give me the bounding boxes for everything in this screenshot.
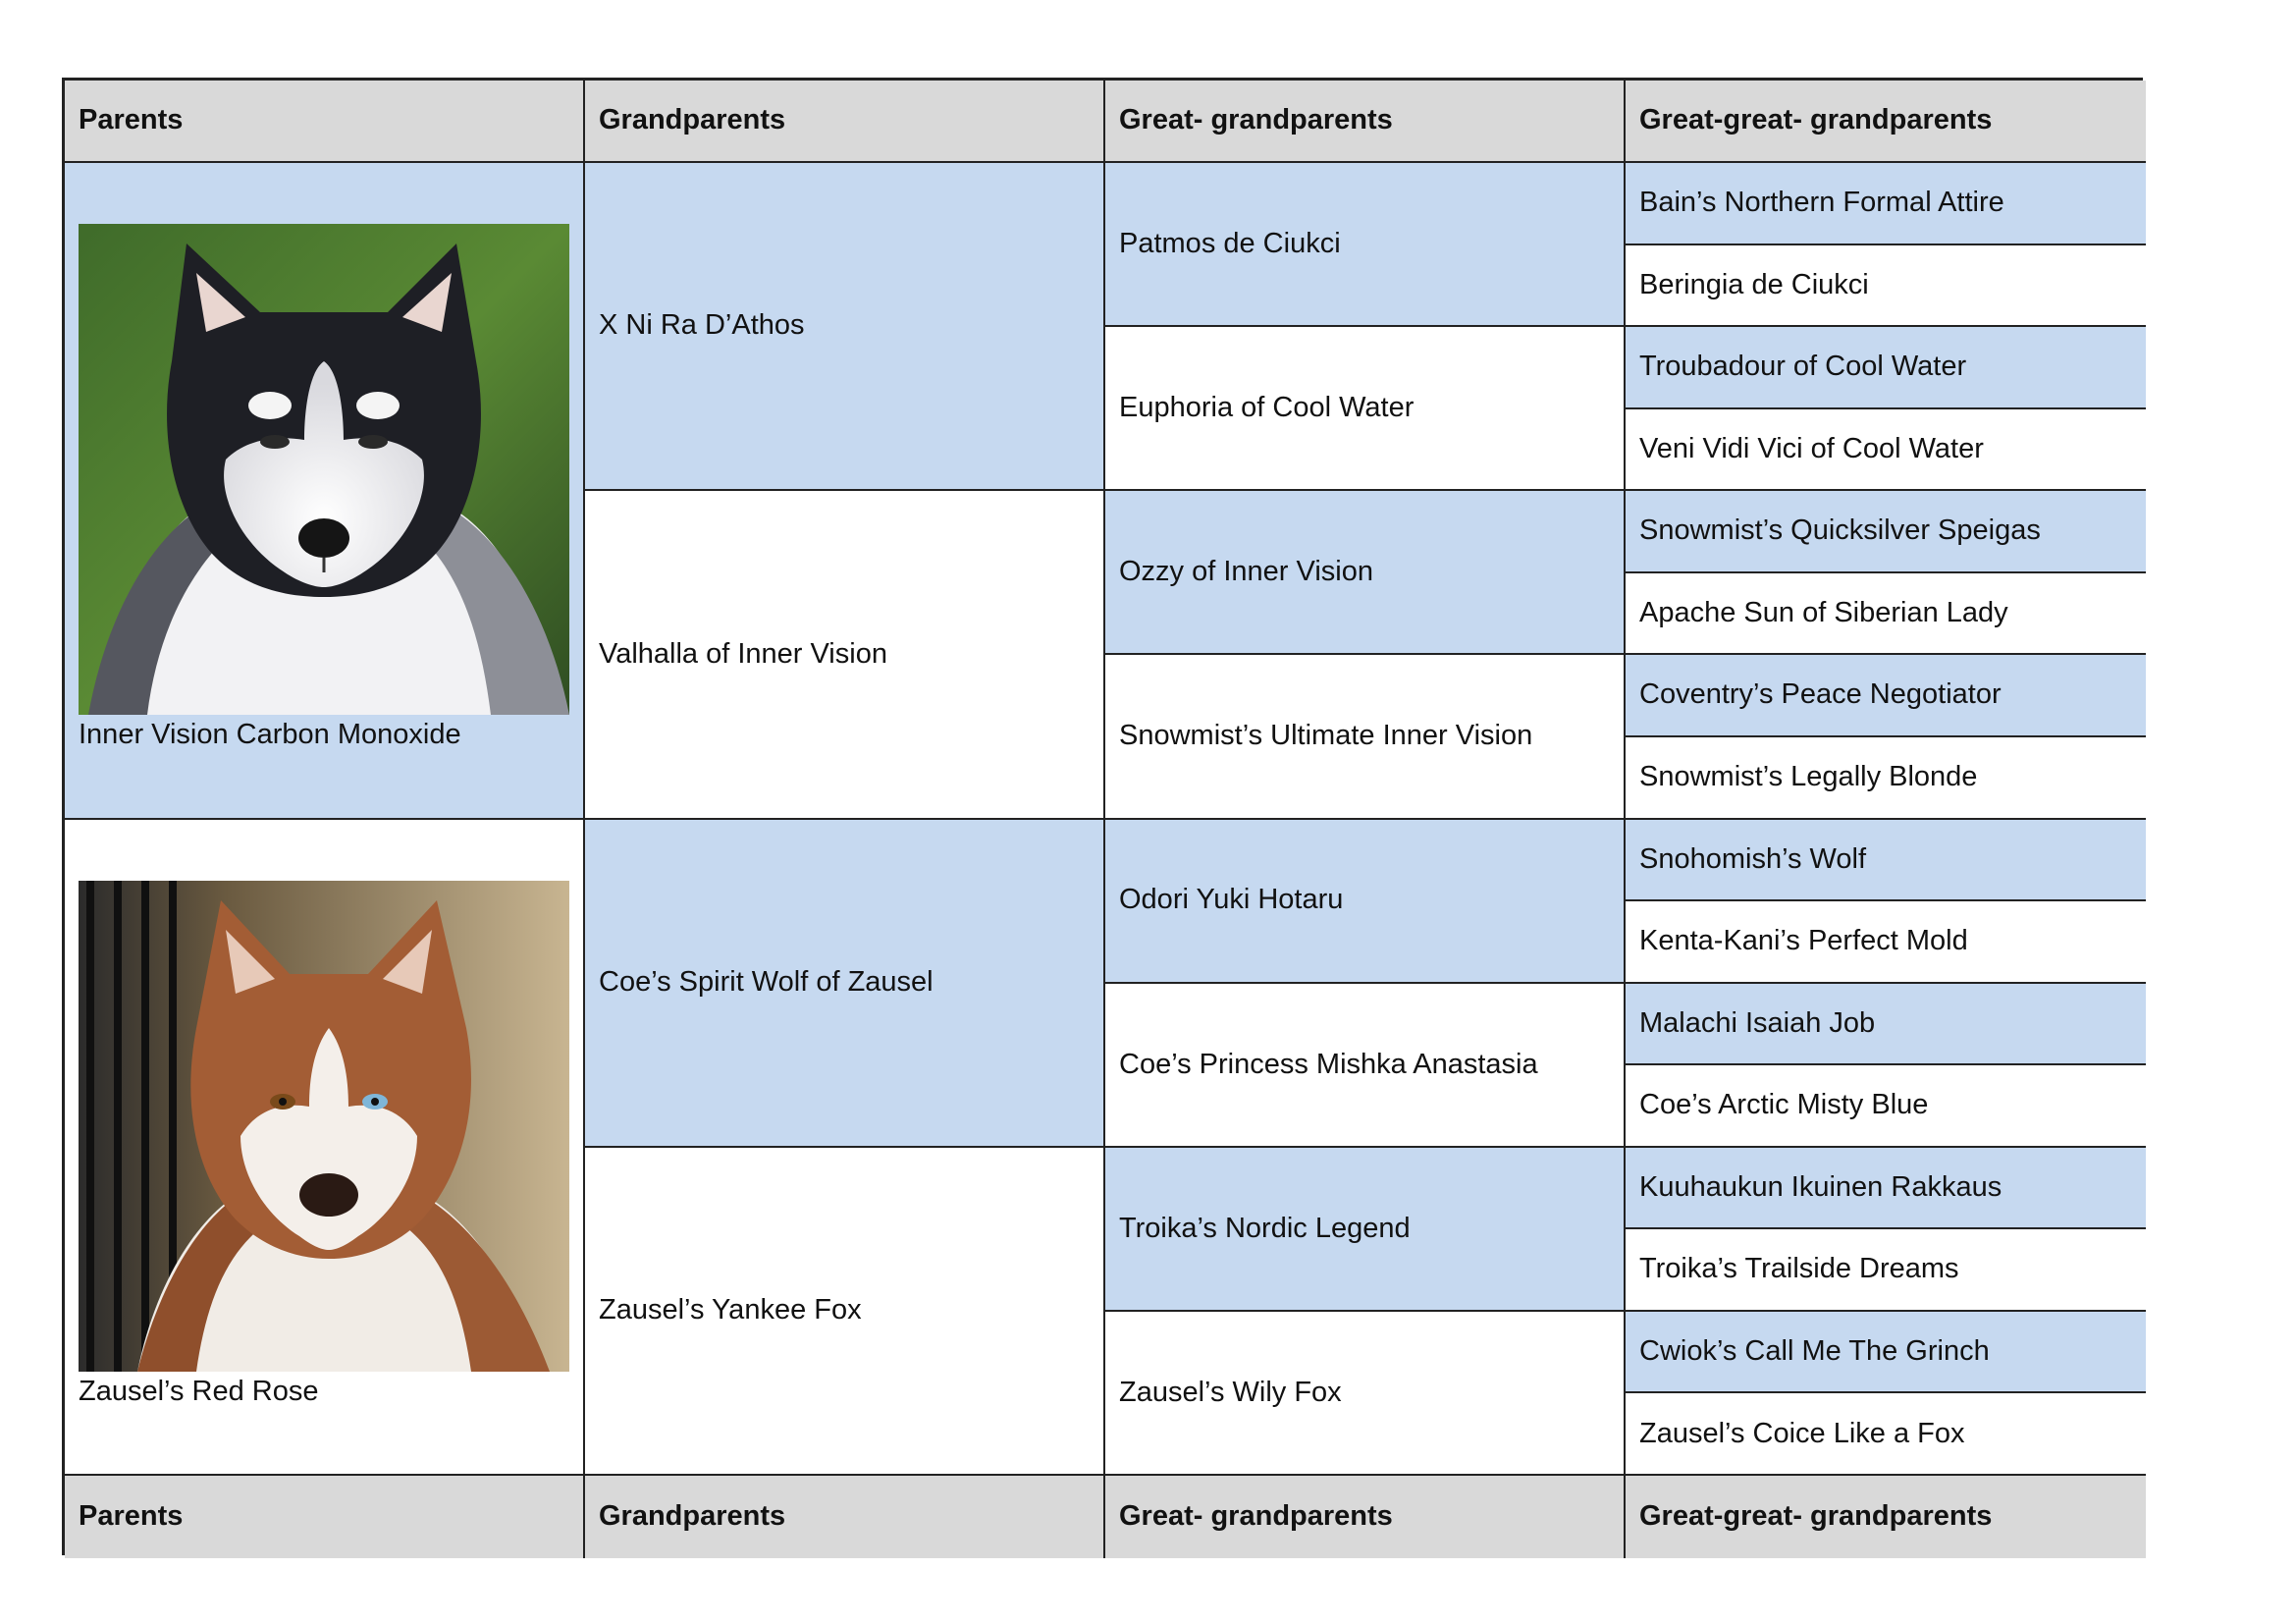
grandparent-cell: X Ni Ra D’Athos	[585, 163, 1105, 491]
header-parents: Parents	[65, 81, 585, 163]
header-great-great-grandparents: Great-great- grandparents	[1626, 81, 2146, 163]
great-grandparent-cell: Ozzy of Inner Vision	[1105, 491, 1626, 655]
header-grandparents: Grandparents	[585, 81, 1105, 163]
great-great-grandparent-cell: Troika’s Trailside Dreams	[1626, 1229, 2146, 1312]
pedigree-table	[62, 78, 2143, 1555]
great-great-grandparent-cell: Coventry’s Peace Negotiator	[1626, 655, 2146, 737]
footer-grandparents: Grandparents	[585, 1476, 1105, 1558]
great-great-grandparent-cell: Veni Vidi Vici of Cool Water	[1626, 409, 2146, 492]
great-great-grandparent-cell: Bain’s Northern Formal Attire	[1626, 163, 2146, 245]
great-great-grandparent-cell: Kenta-Kani’s Perfect Mold	[1626, 901, 2146, 984]
great-grandparent-cell: Odori Yuki Hotaru	[1105, 820, 1626, 984]
footer-great-great-grandparents: Great-great- grandparents	[1626, 1476, 2146, 1558]
parent-dam	[65, 820, 585, 1477]
parent-sire	[65, 163, 585, 820]
grandparent-cell: Coe’s Spirit Wolf of Zausel	[585, 820, 1105, 1148]
sire-name: Inner Vision Carbon Monoxide	[79, 719, 461, 750]
great-great-grandparent-cell: Cwiok’s Call Me The Grinch	[1626, 1312, 2146, 1394]
footer-great-grandparents: Great- grandparents	[1105, 1476, 1626, 1558]
great-great-grandparent-cell: Malachi Isaiah Job	[1626, 984, 2146, 1066]
great-great-grandparent-cell: Apache Sun of Siberian Lady	[1626, 573, 2146, 656]
red-husky-photo-icon	[79, 881, 569, 1372]
grandparent-cell: Valhalla of Inner Vision	[585, 491, 1105, 819]
great-great-grandparent-cell: Snowmist’s Quicksilver Speigas	[1626, 491, 2146, 573]
footer-parents: Parents	[65, 1476, 585, 1558]
great-grandparent-cell: Coe’s Princess Mishka Anastasia	[1105, 984, 1626, 1148]
dam-name: Zausel’s Red Rose	[79, 1375, 319, 1407]
great-grandparent-cell: Patmos de Ciukci	[1105, 163, 1626, 327]
great-grandparent-cell: Snowmist’s Ultimate Inner Vision	[1105, 655, 1626, 819]
great-great-grandparent-cell: Coe’s Arctic Misty Blue	[1626, 1065, 2146, 1148]
great-great-grandparent-cell: Kuuhaukun Ikuinen Rakkaus	[1626, 1148, 2146, 1230]
great-grandparent-cell: Euphoria of Cool Water	[1105, 327, 1626, 491]
great-grandparent-cell: Zausel’s Wily Fox	[1105, 1312, 1626, 1476]
black-white-husky-photo-icon	[79, 224, 569, 715]
grandparent-cell: Zausel’s Yankee Fox	[585, 1148, 1105, 1476]
great-grandparent-cell: Troika’s Nordic Legend	[1105, 1148, 1626, 1312]
great-great-grandparent-cell: Zausel’s Coice Like a Fox	[1626, 1393, 2146, 1476]
header-great-grandparents: Great- grandparents	[1105, 81, 1626, 163]
great-great-grandparent-cell: Snowmist’s Legally Blonde	[1626, 737, 2146, 820]
great-great-grandparent-cell: Troubadour of Cool Water	[1626, 327, 2146, 409]
great-great-grandparent-cell: Snohomish’s Wolf	[1626, 820, 2146, 902]
great-great-grandparent-cell: Beringia de Ciukci	[1626, 245, 2146, 328]
